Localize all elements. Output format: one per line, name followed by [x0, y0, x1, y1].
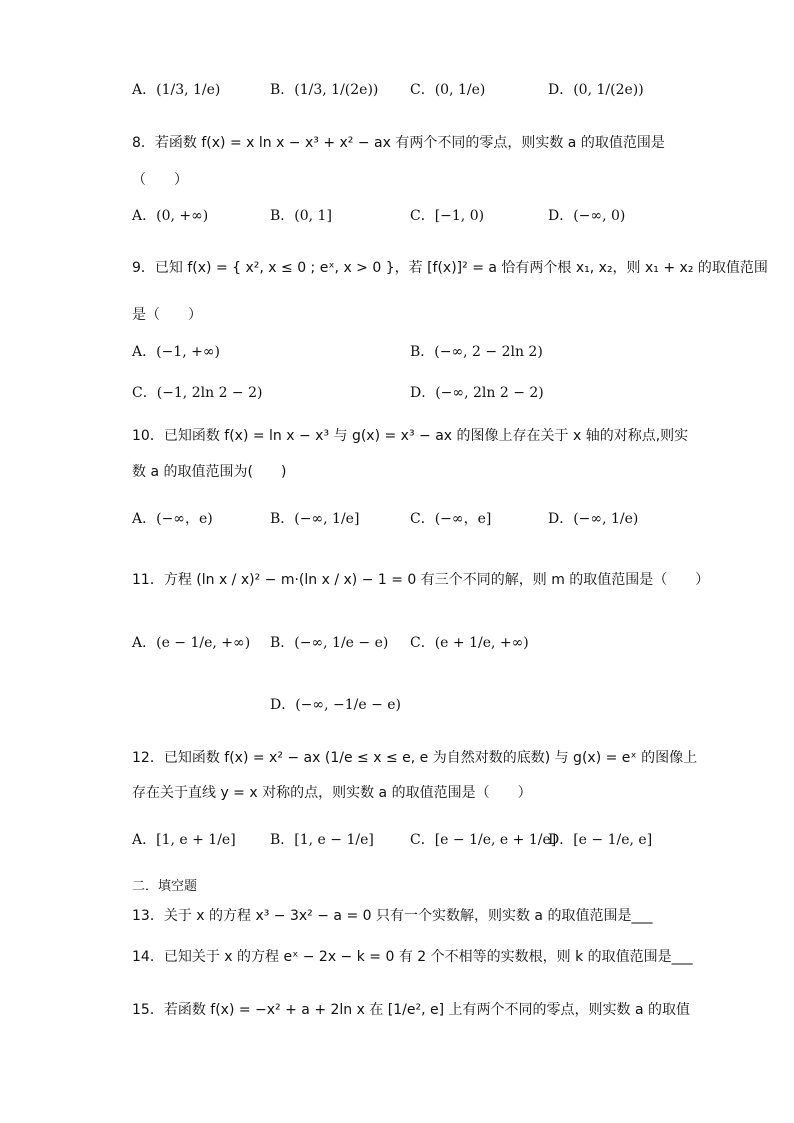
q7-option-c: C．(0, 1/e) — [410, 82, 486, 98]
q9-option-c: C．(−1, 2ln 2 − 2) — [132, 385, 263, 401]
q8-option-c: C．[−1, 0) — [410, 208, 485, 224]
q15: 15．若函数 f(x) = −x² + a + 2ln x 在 [1/e², e] 上有两个不同的零点，则实数 a 的取值 — [132, 1002, 691, 1018]
q11-option-c: C．(e + 1/e, +∞) — [410, 635, 529, 651]
section-heading: 二．填空题 — [132, 879, 198, 894]
q10-stem: 10．已知函数 f(x) = ln x − x³ 与 g(x) = x³ − ax 的图像上存在关于 x 轴的对称点,则实 — [132, 428, 689, 444]
q9-option-a: A．(−1, +∞) — [132, 344, 220, 360]
q8-option-d: D．(−∞, 0) — [548, 208, 626, 224]
q14: 14．已知关于 x 的方程 eˣ − 2x − k = 0 有 2 个不相等的实数根，则 k 的取值范围是___ — [132, 949, 693, 965]
q8-stem: 8．若函数 f(x) = x ln x − x³ + x² − ax 有两个不同的零点，则实数 a 的取值范围是 — [132, 135, 665, 151]
q9-continuation: 是（ ） — [132, 307, 202, 323]
q10-option-d: D．(−∞, 1/e) — [548, 511, 639, 527]
q9-option-b: B．(−∞, 2 − 2ln 2) — [410, 344, 543, 360]
q12-option-b: B．[1, e − 1/e] — [270, 832, 374, 848]
q12-stem: 12．已知函数 f(x) = x² − ax (1/e ≤ x ≤ e, e 为自然对数的底数) 与 g(x) = eˣ 的图像上 — [132, 750, 698, 766]
q8-paren: （ ） — [132, 172, 188, 188]
q13: 13．关于 x 的方程 x³ − 3x² − a = 0 只有一个实数解，则实数 a 的取值范围是___ — [132, 908, 653, 924]
q10-option-b: B．(−∞, 1/e] — [270, 511, 360, 527]
q11-stem: 11．方程 (ln x / x)² − m·(ln x / x) − 1 = 0 有三个不同的解，则 m 的取值范围是（ ） — [132, 572, 710, 588]
q12-option-d: D．[e − 1/e, e] — [548, 832, 653, 848]
q7-option-b: B．(1/3, 1/(2e)) — [270, 82, 379, 98]
q7-option-a: A．(1/3, 1/e) — [132, 82, 221, 98]
q11-option-d: D．(−∞, −1/e − e) — [270, 697, 401, 713]
q9-stem: 9．已知 f(x) = { x², x ≤ 0 ; eˣ, x > 0 }，若 [f(x)]² = a 恰有两个根 x₁, x₂，则 x₁ + x₂ 的取值范围 — [132, 260, 768, 276]
q8-option-b: B．(0, 1] — [270, 208, 332, 224]
q10-continuation: 数 a 的取值范围为( ) — [132, 464, 287, 480]
q7-option-d: D．(0, 1/(2e)) — [548, 82, 644, 98]
q12-option-c: C．[e − 1/e, e + 1/e] — [410, 832, 557, 848]
q11-option-b: B．(−∞, 1/e − e) — [270, 635, 389, 651]
q12-option-a: A．[1, e + 1/e] — [132, 832, 236, 848]
q9-option-d: D．(−∞, 2ln 2 − 2) — [410, 385, 544, 401]
q8-option-a: A．(0, +∞) — [132, 208, 209, 224]
q11-option-a: A．(e − 1/e, +∞) — [132, 635, 251, 651]
q12-continuation: 存在关于直线 y = x 对称的点，则实数 a 的取值范围是（ ） — [132, 785, 532, 801]
q10-option-c: C．(−∞，e] — [410, 511, 492, 527]
q10-option-a: A．(−∞，e) — [132, 511, 213, 527]
